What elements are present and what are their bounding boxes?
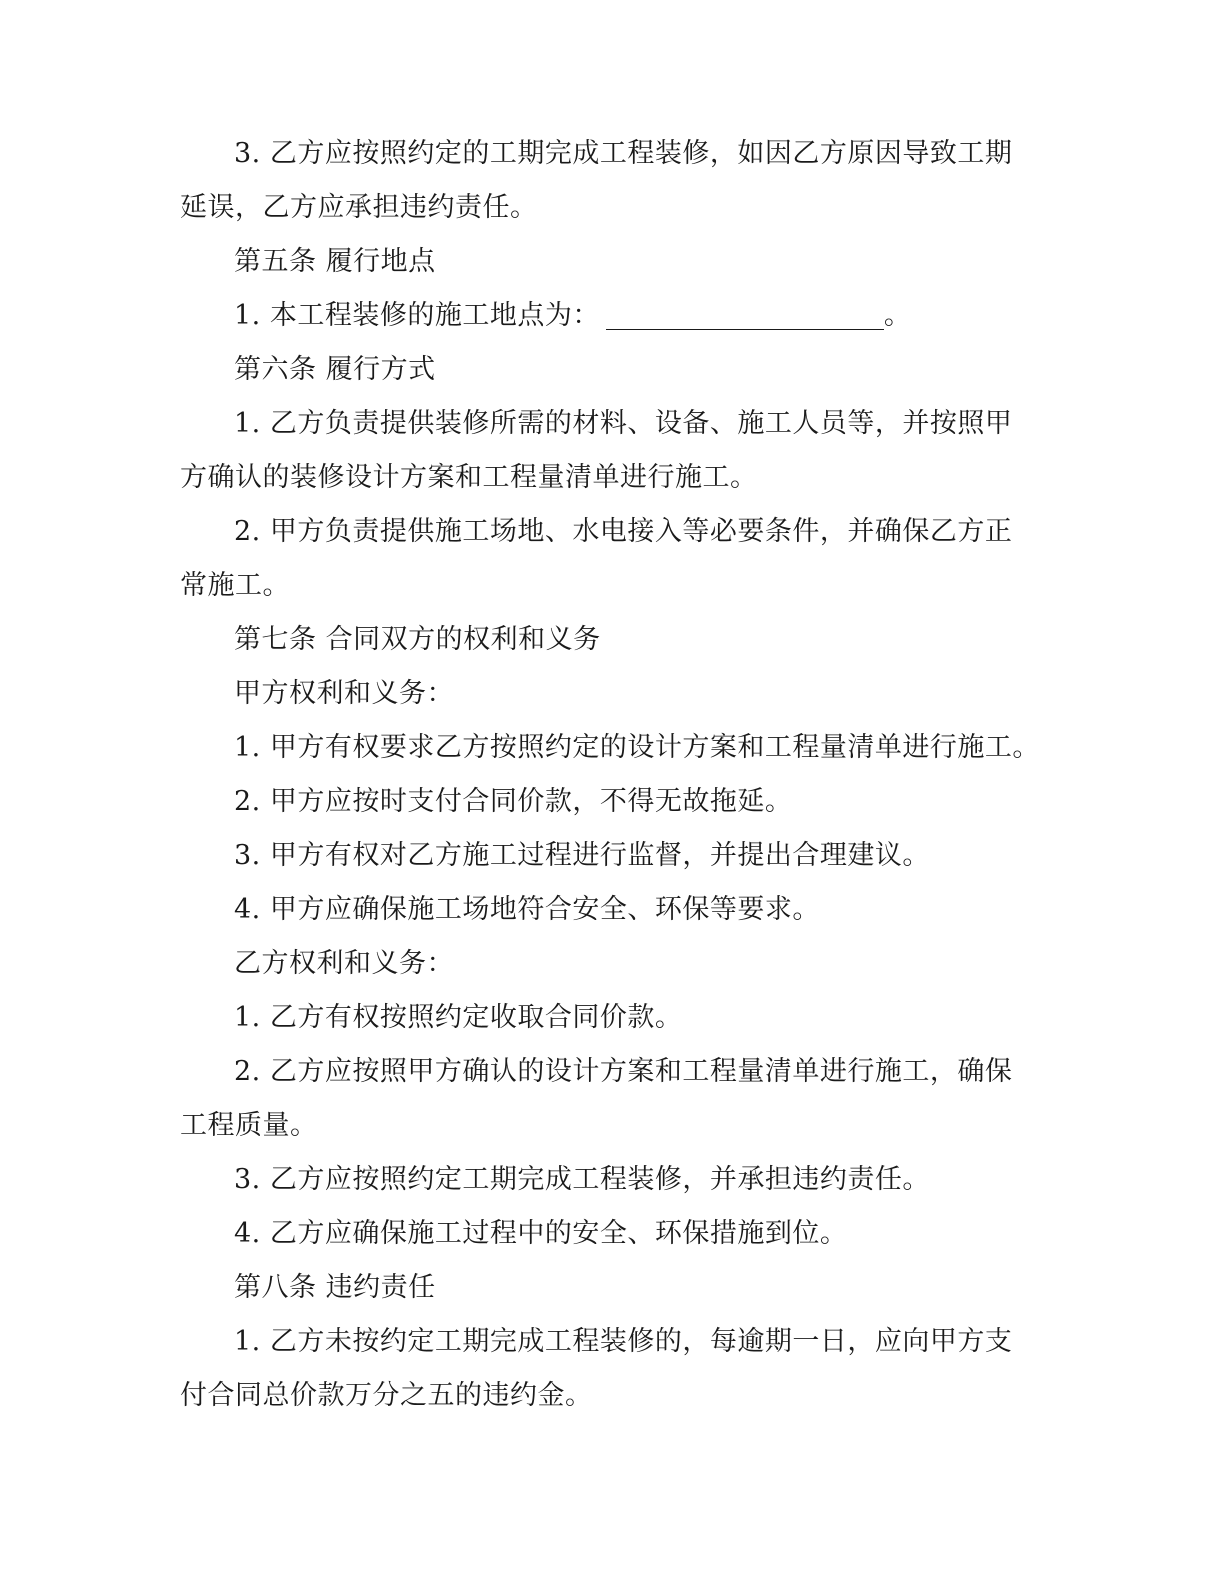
clause-6-item-1-line-2: 方确认的装修设计方案和工程量清单进行施工。 [180,462,758,493]
article-5-heading: 第五条 履行地点 [234,246,436,277]
clause-5-item-1 [180,289,1030,343]
party-a-item-3: 3. 甲方有权对乙方施工过程进行监督，并提出合理建议。 [234,840,930,871]
clause-5-item-1-text: 1. 本工程装修的施工地点为： [234,300,600,331]
party-b-item-2-line-1: 2. 乙方应按照甲方确认的设计方案和工程量清单进行施工，确保 [234,1056,1013,1087]
party-b-item-2-line-2: 工程质量。 [180,1110,318,1141]
clause-4-item-3-line-1: 3. 乙方应按照约定的工期完成工程装修，如因乙方原因导致工期 [234,138,1013,169]
clause-4-item-3-line-2: 延误，乙方应承担违约责任。 [180,192,538,223]
clause-8-item-1-line-1: 1. 乙方未按约定工期完成工程装修的，每逾期一日，应向甲方支 [234,1326,1013,1357]
party-a-item-2: 2. 甲方应按时支付合同价款，不得无故拖延。 [234,786,793,817]
party-b-item-3: 3. 乙方应按照约定工期完成工程装修，并承担违约责任。 [234,1164,930,1195]
clause-6-item-1-line-1: 1. 乙方负责提供装修所需的材料、设备、施工人员等，并按照甲 [234,408,1013,439]
clause-8-item-1-line-2: 付合同总价款万分之五的违约金。 [180,1380,593,1411]
clause-6-item-2-line-2: 常施工。 [180,570,290,601]
party-a-subheading: 甲方权利和义务： [234,678,454,709]
location-blank-field [606,299,884,330]
party-a-item-1: 1. 甲方有权要求乙方按照约定的设计方案和工程量清单进行施工。 [234,732,1040,763]
document-page [180,127,1040,1423]
party-b-item-4: 4. 乙方应确保施工过程中的安全、环保措施到位。 [234,1218,848,1249]
party-b-subheading: 乙方权利和义务： [234,948,454,979]
article-8-heading: 第八条 违约责任 [234,1272,436,1303]
clause-6-item-2-line-1: 2. 甲方负责提供施工场地、水电接入等必要条件，并确保乙方正 [234,516,1013,547]
article-7-heading: 第七条 合同双方的权利和义务 [234,624,601,655]
clause-5-item-1-period: 。 [883,300,912,331]
party-b-item-1: 1. 乙方有权按照约定收取合同价款。 [234,1002,683,1033]
article-6-heading: 第六条 履行方式 [234,354,436,385]
party-a-item-4: 4. 甲方应确保施工场地符合安全、环保等要求。 [234,894,820,925]
